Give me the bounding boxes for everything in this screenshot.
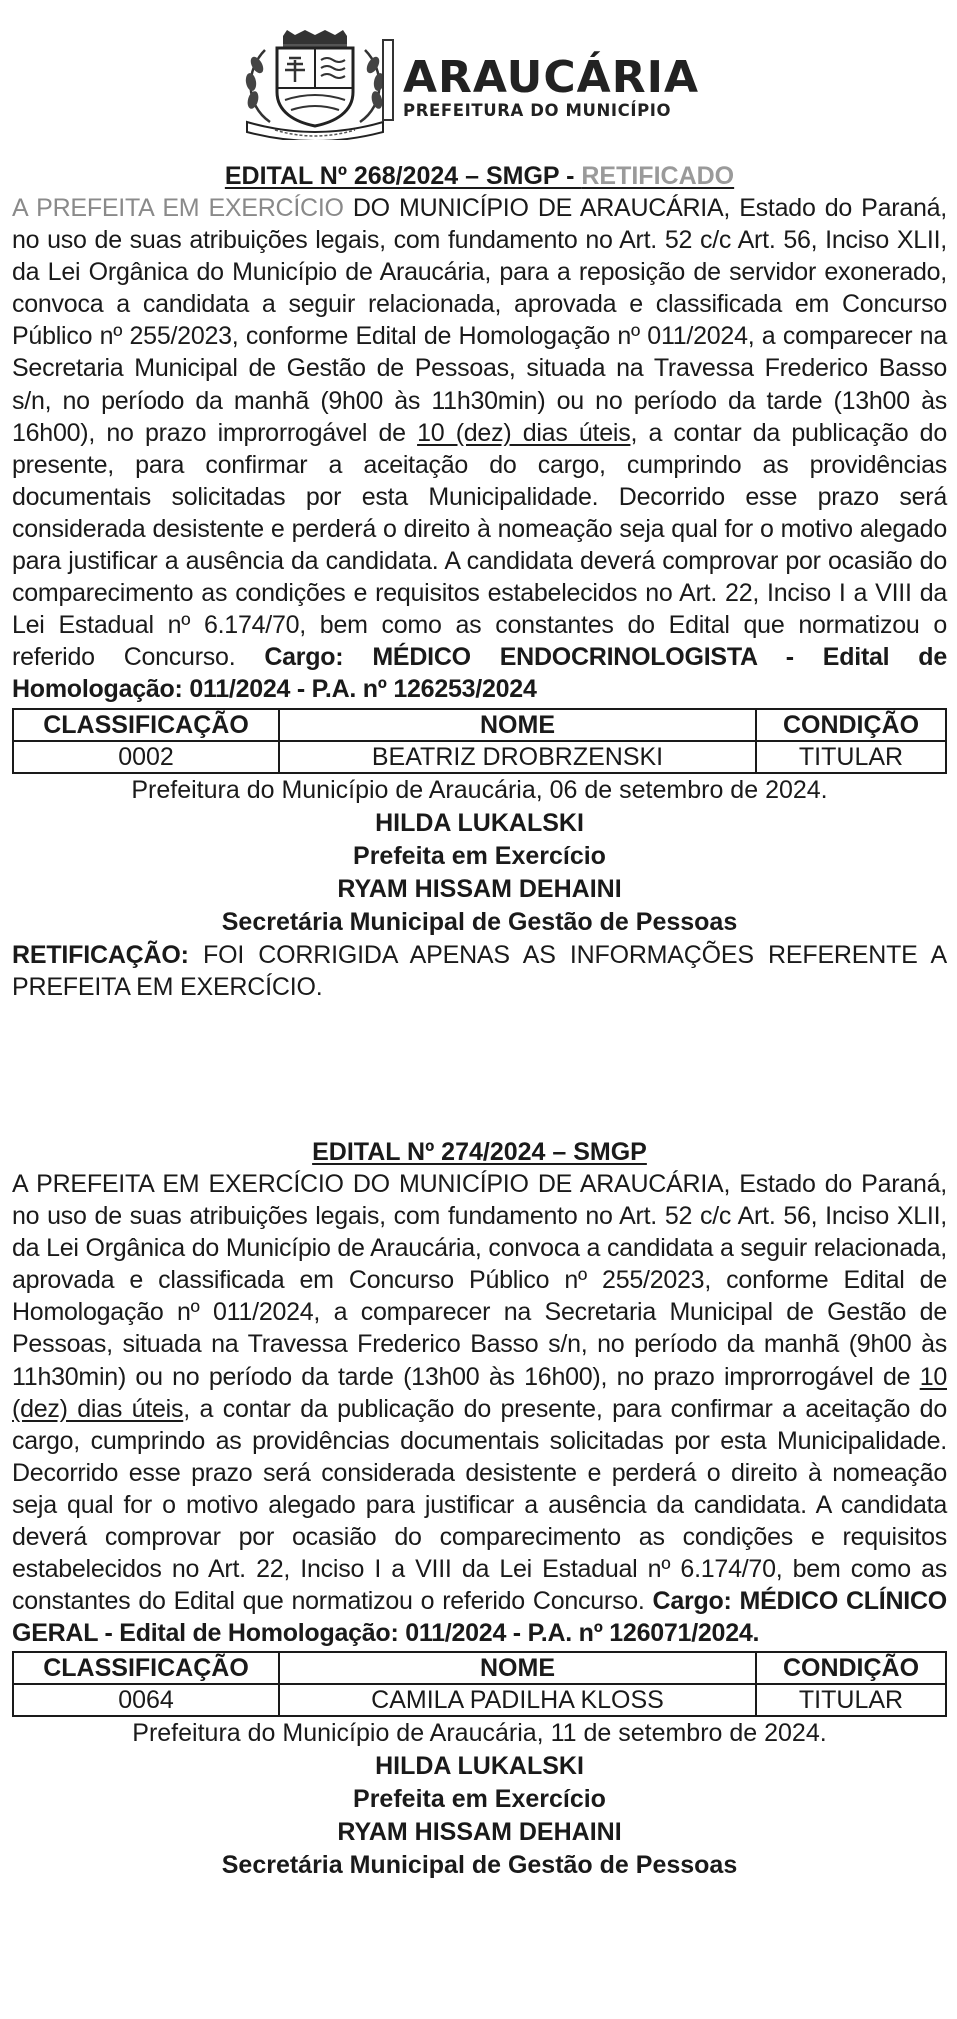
column-header: CONDIÇÃO bbox=[756, 709, 946, 741]
table-header-row bbox=[13, 1652, 946, 1684]
column-header: CLASSIFICAÇÃO bbox=[13, 709, 279, 741]
retification-note bbox=[12, 939, 947, 1003]
table-cell: CAMILA PADILHA KLOSS bbox=[279, 1684, 756, 1716]
deadline-text: 10 (dez) dias úteis bbox=[417, 418, 631, 447]
cargo-text: Cargo: MÉDICO CLÍNICO GERAL - Edital de Homologação: 011/2024 - P.A. nº 126071/2024. bbox=[12, 1587, 948, 1648]
edital-274 bbox=[12, 1136, 947, 1882]
edital-title: EDITAL Nº 274/2024 – SMGP bbox=[312, 1138, 647, 1166]
signature-role: Secretária Municipal de Gestão de Pessoas bbox=[221, 1851, 738, 1880]
table-cell: 0064 bbox=[13, 1684, 279, 1716]
retification-text: FOI CORRIGIDA APENAS AS INFORMAÇÕES REFERENTE A PREFEITA EM EXERCÍCIO. bbox=[12, 940, 947, 1001]
municipal-crest-icon bbox=[235, 30, 395, 140]
date-line: Prefeitura do Município de Araucária, 06 de setembro de 2024. bbox=[131, 775, 828, 804]
edital-title bbox=[12, 160, 947, 192]
table-row bbox=[13, 741, 946, 773]
edital-body bbox=[12, 1168, 947, 1649]
signature-name: HILDA LUKALSKI bbox=[375, 808, 584, 837]
classification-table bbox=[12, 1651, 947, 1717]
table-header-row bbox=[13, 709, 946, 741]
cargo-text: Cargo: MÉDICO ENDOCRINOLOGISTA - Edital de Homologação: 011/2024 - P.A. nº 126253/2024 bbox=[12, 643, 947, 704]
column-header: NOME bbox=[279, 709, 756, 741]
retificado-label: RETIFICADO bbox=[581, 162, 735, 190]
column-header: CLASSIFICAÇÃO bbox=[13, 1652, 279, 1684]
edital-268 bbox=[12, 160, 947, 1003]
signature-name: RYAM HISSAM DEHAINI bbox=[337, 874, 622, 903]
brand-title: ARAUCÁRIA bbox=[403, 52, 700, 103]
signature-role: Prefeita em Exercício bbox=[353, 1785, 606, 1814]
retification-label: RETIFICAÇÃO: bbox=[12, 940, 189, 969]
brand bbox=[403, 54, 699, 120]
table-cell: BEATRIZ DROBRZENSKI bbox=[279, 741, 756, 773]
classification-table bbox=[12, 708, 947, 774]
edital-title-main: EDITAL Nº 268/2024 – SMGP - bbox=[224, 162, 582, 190]
signature-role: Secretária Municipal de Gestão de Pessoas bbox=[221, 907, 738, 936]
signature-name: HILDA LUKALSKI bbox=[375, 1752, 584, 1781]
deadline-text: 10 (dez) dias úteis bbox=[12, 1362, 947, 1423]
body-text-a: A PREFEITA EM EXERCÍCIO DO MUNICÍPIO DE ARAUCÁRIA, Estado do Paraná, no uso de suas atribuições legais, com fundamento no Art. 52 c/c Art. 56, Inciso XLII, da Lei Orgânica do Município de Araucária, convoca a candidata a seguir relacionada, aprovada e classificada em Concurso Público nº 255/2023, conforme Edital de Homologação nº 011/2024, a comparecer na Secretaria Municipal de Gestão de Pessoas, situada na Travessa Frederico Basso s/n, no período da manhã (9h00 às 11h30min) ou no período da tarde (13h00 às 16h00), no prazo improrrogável de bbox=[12, 1170, 947, 1391]
edital-body bbox=[12, 192, 947, 706]
body-text-b: , a contar da publicação do presente, para confirmar a aceitação do cargo, cumprindo as providências documentais solicitadas por esta Municipalidade. Decorrido esse prazo será considerada desistente e perderá o direito à nomeação seja qual for o motivo alegado para justificar a ausência da candidata. A candidata deverá comprovar por ocasião do comparecimento as condições e requisitos estabelecidos no Art. 22, Inciso I a VIII da Lei Estadual nº 6.174/70, bem como as constantes do Edital que normatizou o referido Concurso. bbox=[12, 418, 947, 672]
body-gray-text: A PREFEITA EM EXERCÍCIO bbox=[12, 194, 344, 222]
table-row bbox=[13, 1684, 946, 1716]
column-header: CONDIÇÃO bbox=[756, 1652, 946, 1684]
table-cell: TITULAR bbox=[756, 741, 946, 773]
brand-subtitle: PREFEITURA DO MUNICÍPIO bbox=[403, 101, 672, 120]
table-cell: 0002 bbox=[13, 741, 279, 773]
date-line: Prefeitura do Município de Araucária, 11 de setembro de 2024. bbox=[132, 1719, 827, 1748]
body-text-b: , a contar da publicação do presente, para confirmar a aceitação do cargo, cumprindo as providências documentais solicitadas por esta Municipalidade. Decorrido esse prazo será considerada desistente e perderá o direito à nomeação seja qual for o motivo alegado para justificar a ausência da candidata. A candidata deverá comprovar por ocasião do comparecimento as condições e requisitos estabelecidos no Art. 22, Inciso I a VIII da Lei Estadual nº 6.174/70, bem como as constantes do Edital que normatizou o referido Concurso. bbox=[12, 1394, 947, 1616]
body-text-a: DO MUNICÍPIO DE ARAUCÁRIA, Estado do Paraná, no uso de suas atribuições legais, com fundamento no Art. 52 c/c Art. 56, Inciso XLII, da Lei Orgânica do Município de Araucária, para a reposição de servidor exonerado, convoca a candidata a seguir relacionada, aprovada e classificada em Concurso Público nº 255/2023, conforme Edital de Homologação nº 011/2024, a comparecer na Secretaria Municipal de Gestão de Pessoas, situada na Travessa Frederico Basso s/n, no período da manhã (9h00 às 11h30min) ou no período da tarde (13h00 às 16h00), no prazo improrrogável de bbox=[12, 194, 947, 447]
signature-name: RYAM HISSAM DEHAINI bbox=[337, 1818, 622, 1847]
column-header: NOME bbox=[279, 1652, 756, 1684]
header bbox=[225, 30, 765, 150]
signature-role: Prefeita em Exercício bbox=[353, 841, 606, 870]
table-cell: TITULAR bbox=[756, 1684, 946, 1716]
